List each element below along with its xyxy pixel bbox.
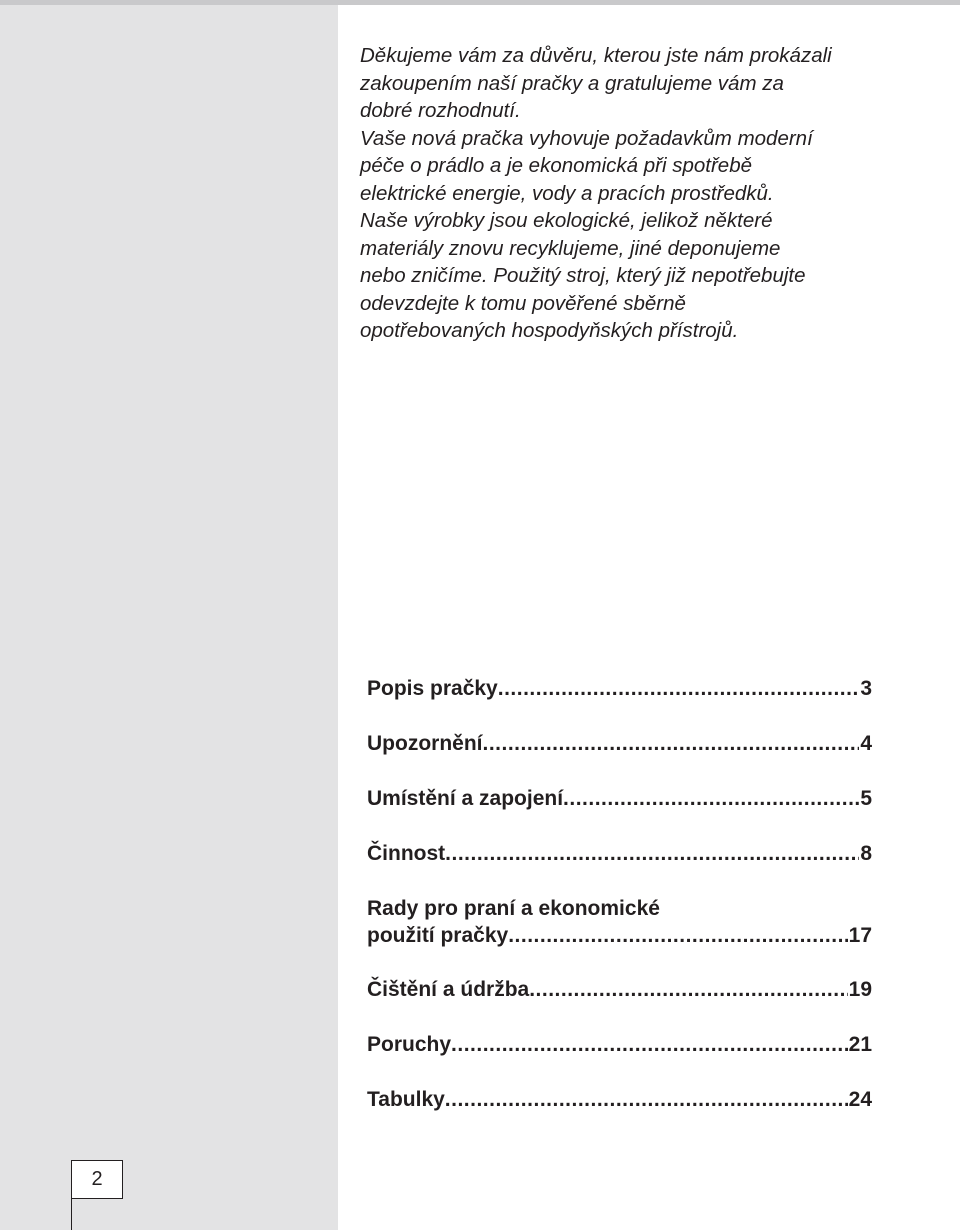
toc-entry-label: Čištění a údržba (367, 978, 530, 1001)
toc-dot-leader (508, 922, 847, 949)
toc-dot-leader (445, 1086, 848, 1113)
toc-entry-label: Poruchy (367, 1033, 452, 1056)
toc-entry-label: Tabulky (367, 1088, 445, 1111)
toc-page-number: 21 (848, 1033, 872, 1056)
intro-paragraph (360, 42, 890, 345)
toc-entry-popis-pracky[interactable] (367, 675, 872, 702)
intro-line: nebo zničíme. Použitý stroj, který již nepotřebujte (360, 264, 806, 287)
toc-dot-leader (451, 1031, 848, 1058)
toc-dot-leader (498, 675, 860, 702)
intro-line: dobré rozhodnutí. (360, 99, 521, 122)
page-number-box (71, 1160, 123, 1199)
toc-page-number: 8 (860, 842, 872, 865)
toc-dot-leader (563, 785, 859, 812)
toc-entry-label: Činnost (367, 842, 446, 865)
intro-line: péče o prádlo a je ekonomická při spotřebě (360, 154, 753, 177)
intro-line: opotřebovaných hospodyňských přístrojů. (360, 319, 739, 342)
page-number-stem-line (71, 1198, 72, 1230)
toc-entry-rady-pro-prani[interactable] (367, 895, 872, 949)
toc-entry-cisteni-a-udrzba[interactable] (367, 976, 872, 1003)
intro-line: Naše výrobky jsou ekologické, jelikož některé (360, 209, 773, 232)
left-gray-panel (0, 5, 338, 1230)
toc-entry-tabulky[interactable] (367, 1086, 872, 1113)
intro-line: odevzdejte k tomu pověřené sběrně (360, 291, 686, 315)
toc-entry-umisteni-a-zapojeni[interactable] (367, 785, 872, 812)
toc-page-number: 3 (860, 677, 872, 700)
toc-entry-poruchy[interactable] (367, 1031, 872, 1058)
toc-entry-upozorneni[interactable] (367, 730, 872, 757)
toc-dot-leader (483, 730, 860, 757)
toc-dot-leader (529, 976, 847, 1003)
toc-dot-leader (445, 840, 859, 867)
intro-line: Děkujeme vám za důvěru, kterou jste nám prokázali (360, 44, 832, 67)
toc-page-number: 4 (860, 732, 872, 755)
intro-line: elektrické energie, vody a pracích prostředků. (360, 181, 774, 205)
toc-page-number: 5 (860, 787, 872, 810)
intro-line: materiály znovu recyklujeme, jiné deponujeme (360, 236, 781, 260)
toc-entry-label: Umístění a zapojení (367, 787, 564, 810)
page-number: 2 (91, 1168, 103, 1190)
toc-entry-label: použití pračky (367, 924, 509, 947)
toc-entry-label-first-line: Rady pro praní a ekonomické (367, 897, 660, 920)
toc-entry-label: Popis pračky (367, 677, 498, 700)
intro-line: zakoupením naší pračky a gratulujeme vám za (360, 71, 784, 95)
toc-entry-label: Upozornění (367, 732, 483, 755)
intro-line: Vaše nová pračka vyhovuje požadavkům moderní (360, 126, 813, 150)
table-of-contents (367, 675, 872, 1141)
toc-entry-cinnost[interactable] (367, 840, 872, 867)
toc-page-number: 19 (848, 978, 872, 1001)
toc-page-number: 17 (848, 924, 872, 947)
toc-page-number: 24 (848, 1088, 872, 1111)
